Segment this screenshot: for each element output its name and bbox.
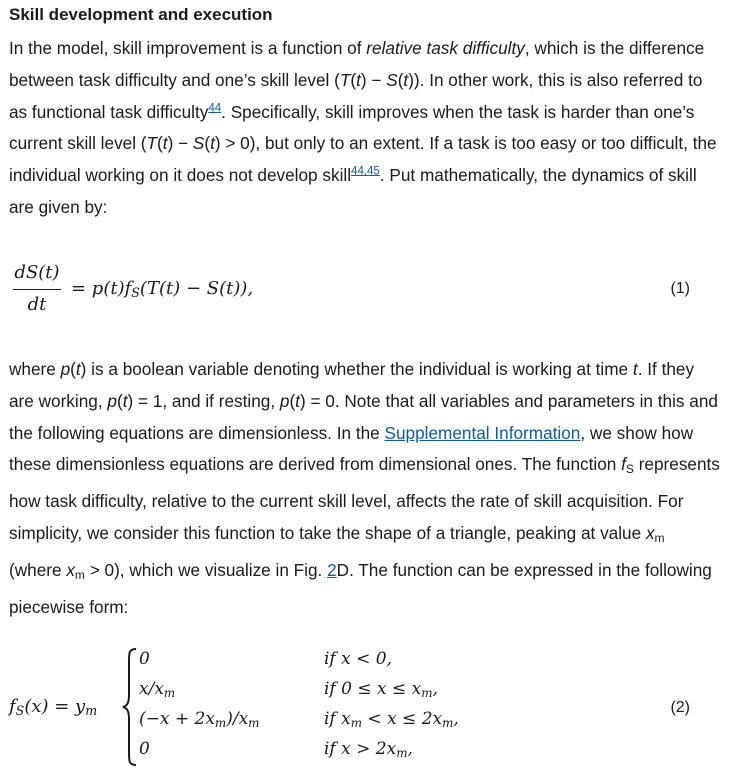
citation-link-44[interactable]: 44: [208, 101, 222, 114]
case-4-value: 0: [139, 739, 150, 759]
supplemental-information-link[interactable]: Supplemental Information: [384, 422, 581, 443]
eq1-numerator: dS(t): [14, 262, 60, 283]
section-title: Skill development and execution: [9, 5, 273, 24]
citation-link-44-45[interactable]: 44,45: [351, 165, 380, 178]
equation-2: [9, 645, 509, 770]
paragraph-model: where p(t) is a boolean variable denoting whether the individual is working at time t. If they are working, p(t) = 1, and if resting, p(t) = 0. Note that all variables and parameters in this and the following equations are dimensionless. In the Supplemental Information, we show how these dimensionless equations are derived from dimensional ones. The function $f_S$ represents how task difficulty, relative to the current skill level, affects the rate of skill acquisition. For simplicity, we consider this function to take the shape of a triangle, peaking at value $x_m$ (where $x_m > 0$), which we visualize in Fig. 2D. The function can be expressed in the following piecewise form:: [9, 359, 720, 617]
case-1-condition: if x < 0,: [324, 649, 392, 669]
equation-1-number: (1): [670, 280, 690, 297]
case-2-condition: if $0 \le x \le x_m$,: [324, 679, 438, 700]
eq1-denominator: dt: [27, 294, 47, 315]
eq2-lhs: $f_S(x) = y_m$: [9, 696, 98, 718]
left-brace-icon: [121, 647, 139, 767]
case-4-condition: if $x > 2x_m$,: [324, 739, 413, 760]
equation-1: [9, 262, 409, 322]
case-3-value: $(-x + 2x_m)/x_m$: [139, 709, 260, 730]
figure-2-link[interactable]: 2: [327, 559, 337, 580]
eq1-rhs: = $p(t)f_S(T(t) - S(t))$,: [71, 278, 254, 300]
case-1-value: 0: [139, 649, 150, 669]
eq1-fraction-bar: [13, 289, 61, 290]
equation-2-number: (2): [670, 699, 690, 716]
paragraph-intro: In the model, skill improvement is a function of relative task difficulty, which is the difference between task difficulty and one’s skill level (T(t) − S(t)). In other work, this is also referred to as functional task difficulty$^{44}$. Specifically, skill improves when the task is harder than one’s current skill level (T(t) − S(t) > 0), but only to an extent. If a task is too easy or too difficult, the individual working on it does not develop skill$^{44,45}$. Put mathematically, the dynamics of skill are given by:: [9, 38, 717, 217]
case-2-value: $x/x_m$: [139, 679, 176, 700]
case-3-condition: if $x_m < x \le 2x_m$,: [324, 709, 459, 730]
